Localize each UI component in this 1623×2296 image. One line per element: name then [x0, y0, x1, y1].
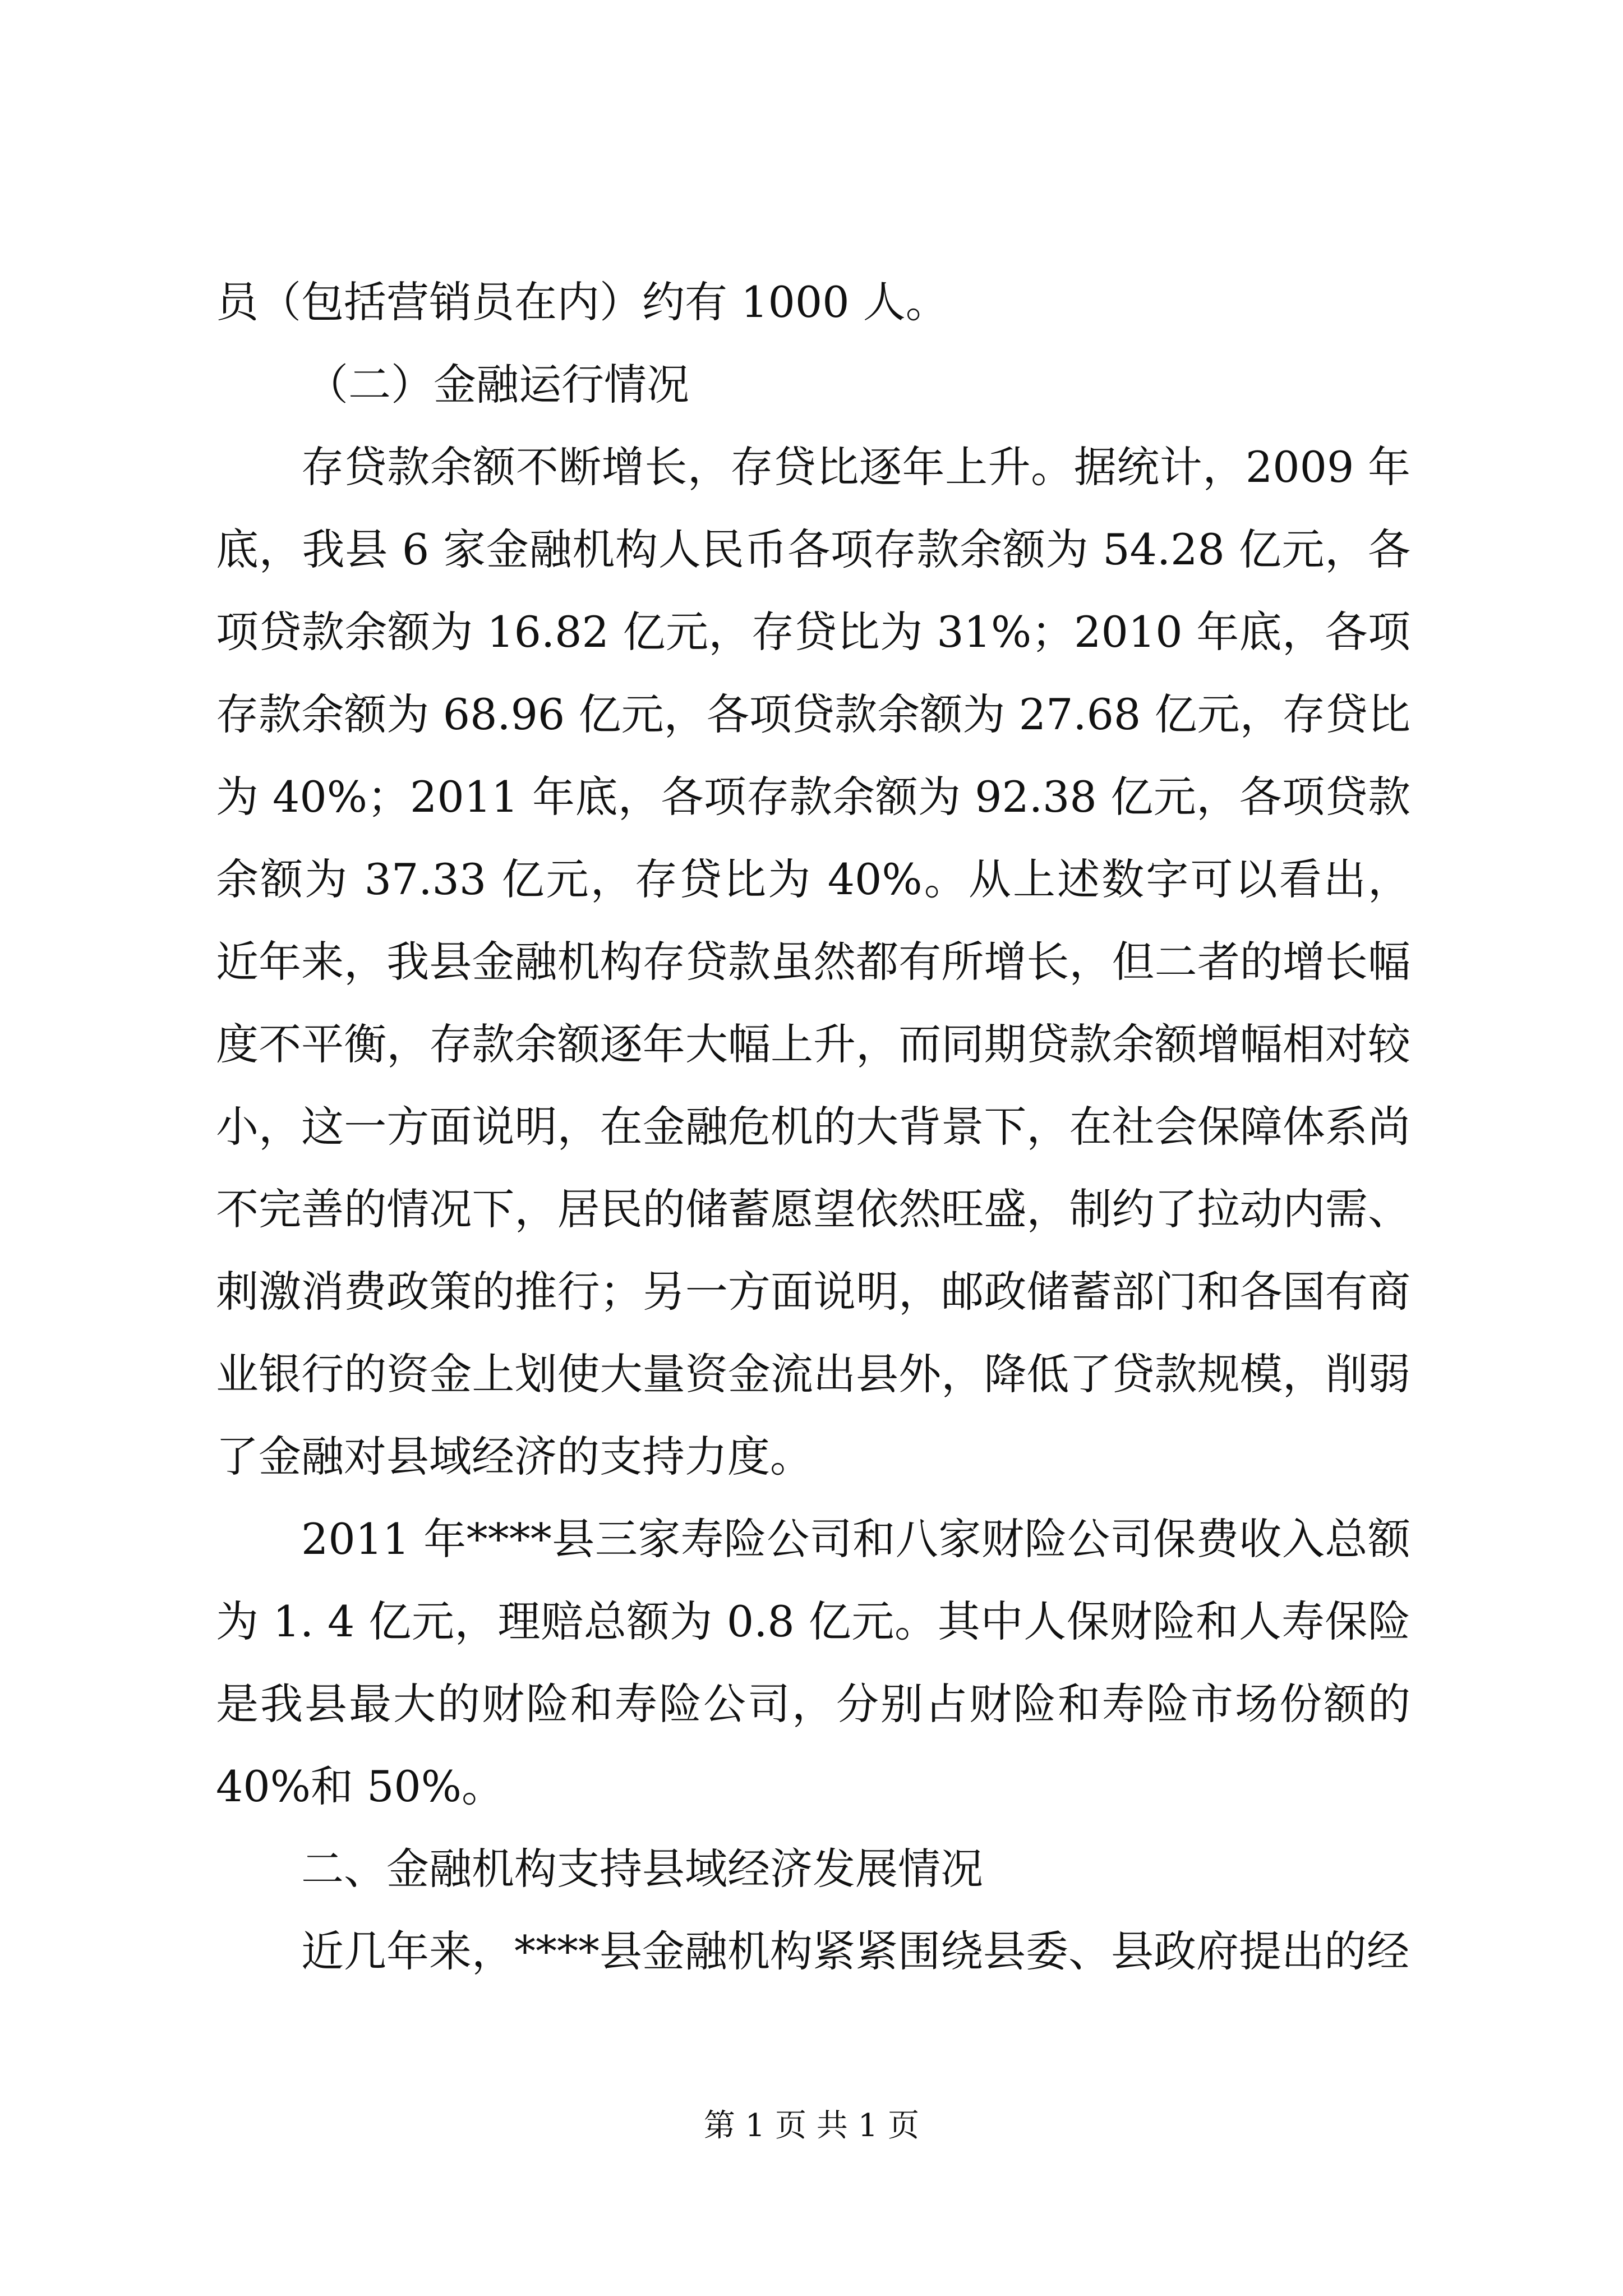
section-subheading: （二）金融运行情况: [306, 360, 689, 409]
paragraph-support: 近几年来，****县金融机构紧紧围绕县委、县政府提出的经: [301, 1926, 1409, 1976]
section-heading: 二、金融机构支持县域经济发展情况: [301, 1844, 983, 1894]
paragraph-deposits-loans: 存贷款余额不断增长，存贷比逐年上升。据统计，2009 年底，我县 6 家金融机构人民币各项存款余额为 54.28 亿元，各项贷款余额为 16.82 亿元，存贷比为 31%；2010 年底，各项存款余额为 68.96 亿元，各项贷款余额为 27.68 亿元，存贷比为 40%；2011 年底，各项存款余额为 92.38 亿元，各项贷款余额为 37.33 亿元，存贷比为 40%。从上述数字可以看出，近年来，我县金融机构存贷款虽然都有所增长，但二者的增长幅度不平衡，存款余额逐年大幅上升，而同期贷款余额增幅相对较小，这一方面说明，在金融危机的大背景下，在社会保障体系尚不完善的情况下，居民的储蓄愿望依然旺盛，制约了拉动内需、刺激消费政策的推行；另一方面说明，邮政储蓄部门和各国有商业银行的资金上划使大量资金流出县外，降低了贷款规模，削弱了金融对县域经济的支持力度。: [216, 442, 1410, 1481]
page-footer: 第 1 页 共 1 页: [703, 2108, 920, 2144]
paragraph-continuation: 员（包括营销员在内）约有 1000 人。: [216, 277, 948, 327]
document-body: [216, 261, 1410, 1993]
paragraph-insurance: 2011 年****县三家寿险公司和八家财险公司保费收入总额为 1. 4 亿元，理赔总额为 0.8 亿元。其中人保财险和人寿保险是我县最大的财险和寿险公司，分别占财险和寿险市场份额的 40%和 50%。: [216, 1514, 1410, 1811]
